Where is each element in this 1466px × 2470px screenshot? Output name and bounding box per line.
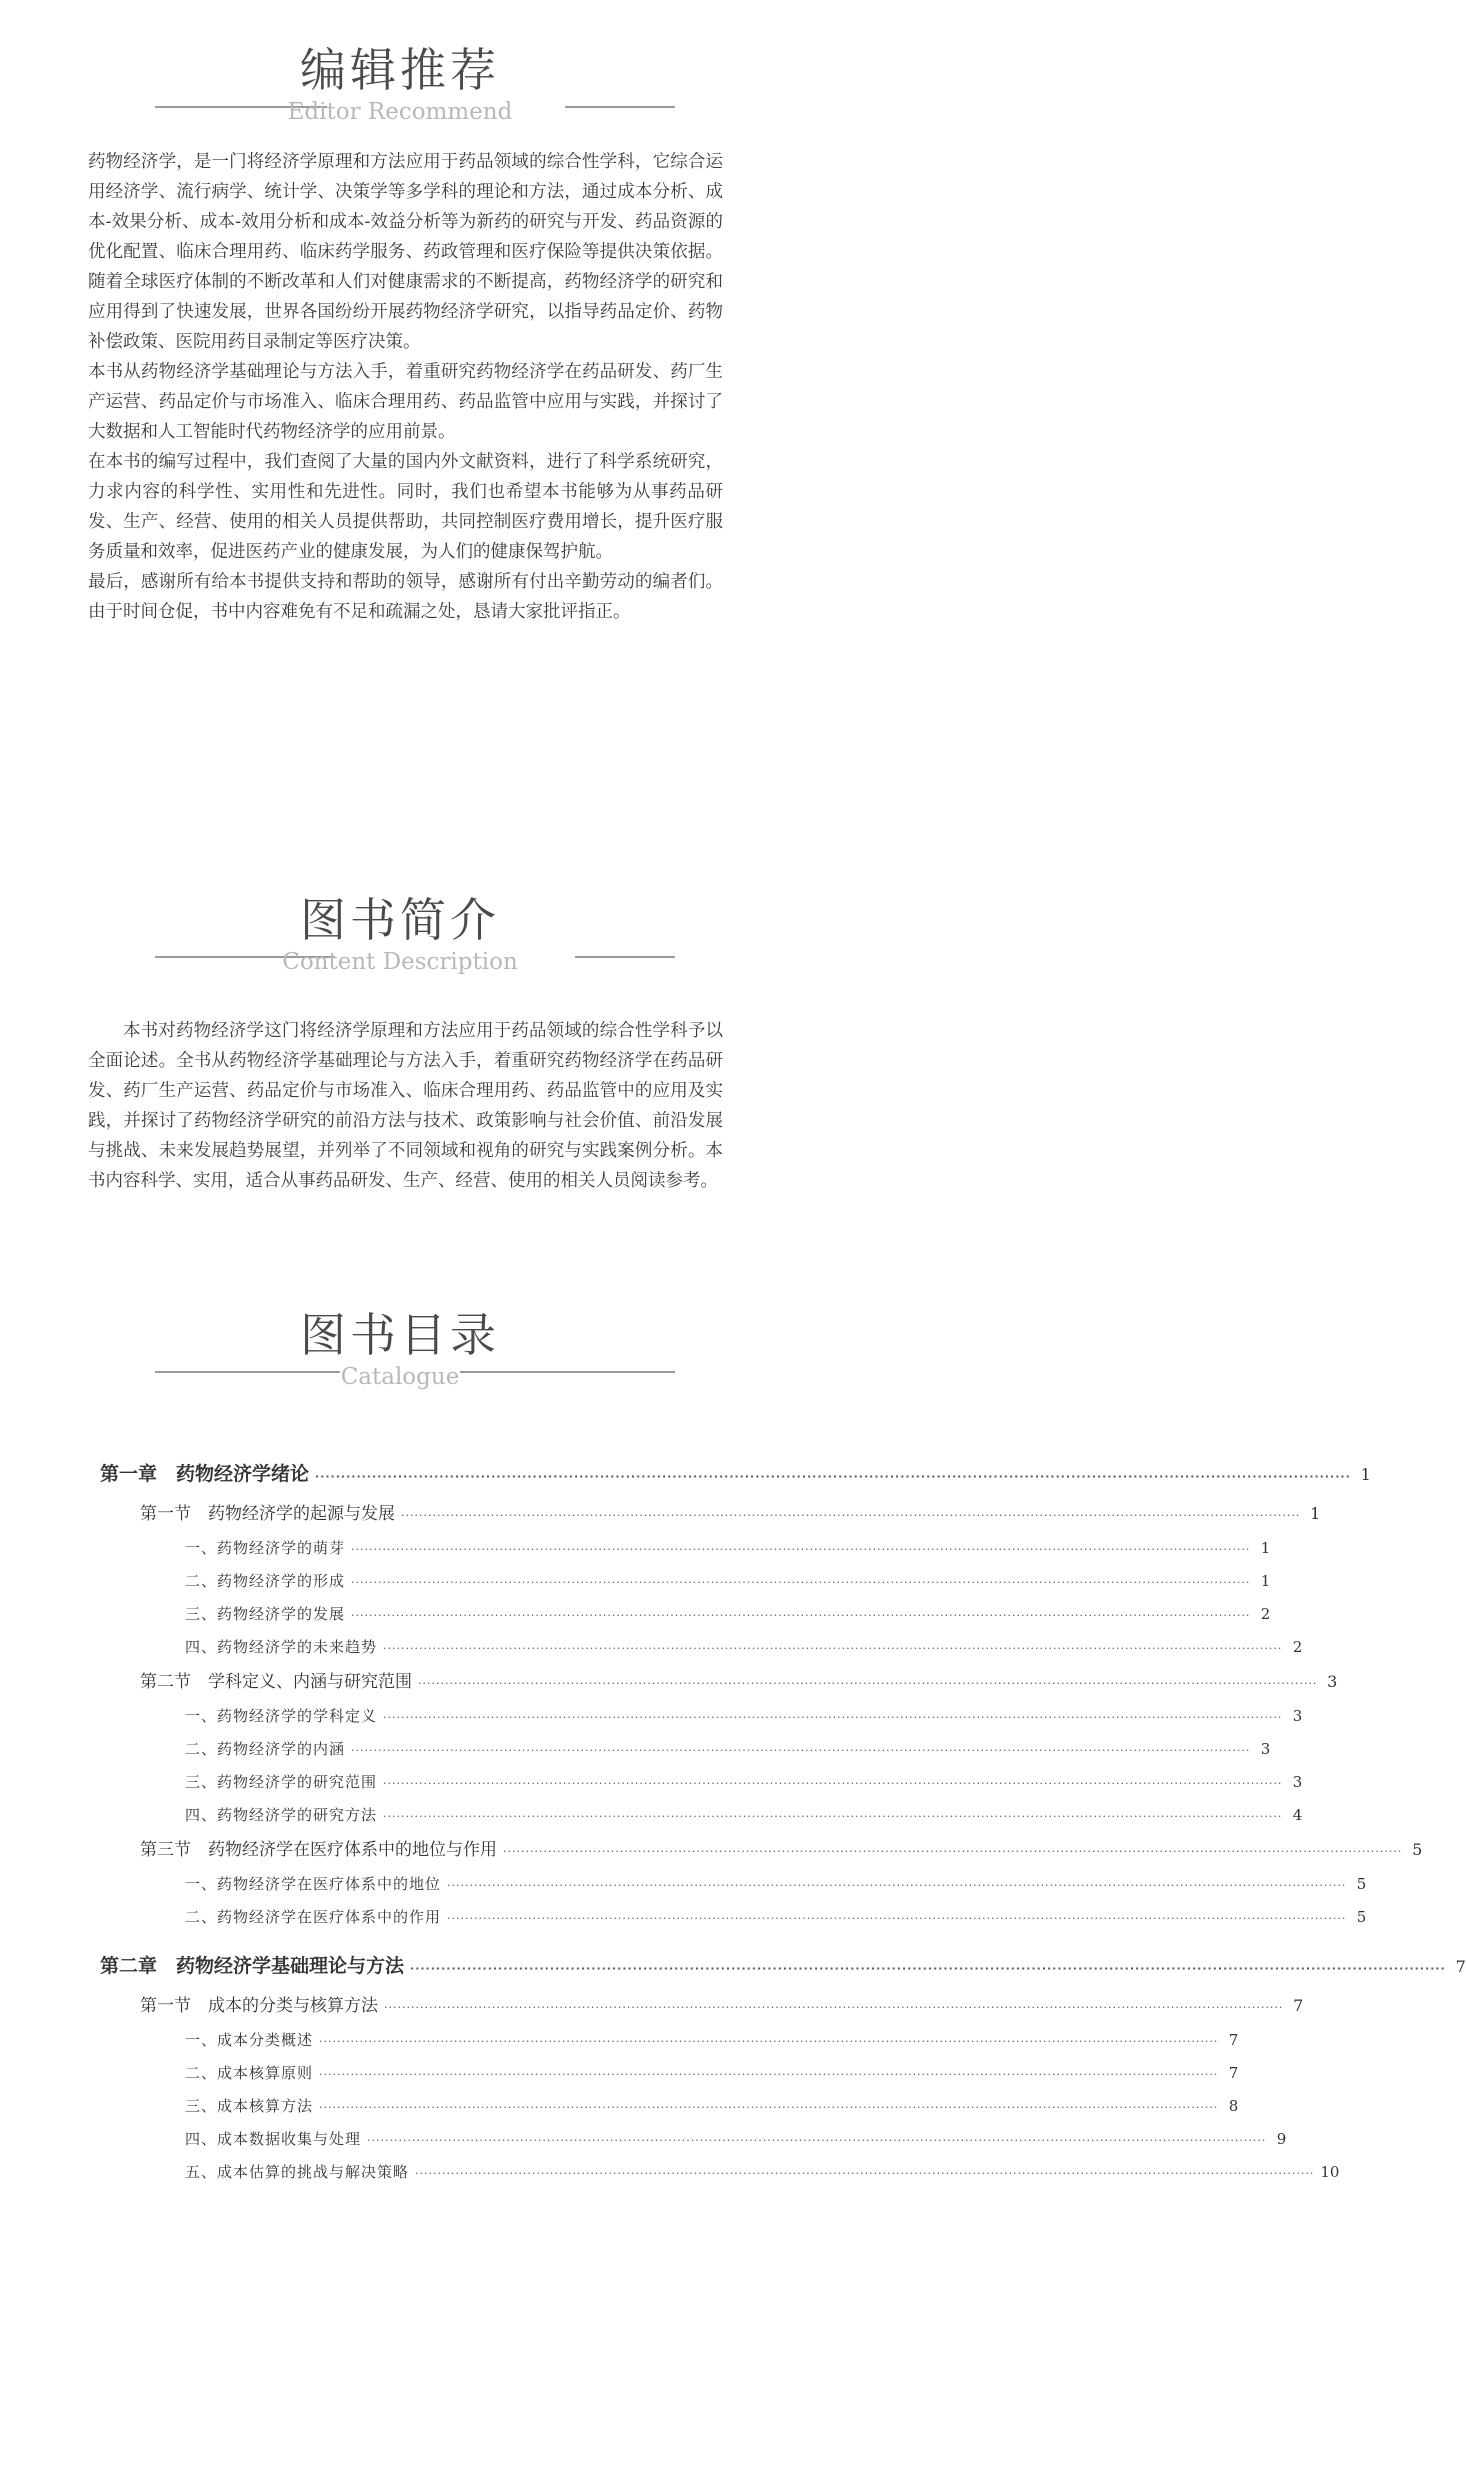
toc-entry-label: 二、药物经济学在医疗体系中的作用 bbox=[185, 1908, 442, 1926]
toc-dot-leader: ········································································································································································································ bbox=[319, 2101, 1219, 2114]
toc-entry-label: 一、药物经济学在医疗体系中的地位 bbox=[185, 1875, 442, 1893]
toc-entry-label: 第二节 学科定义、内涵与研究范围 bbox=[140, 1672, 412, 1692]
toc-entry-label: 二、药物经济学的内涵 bbox=[185, 1740, 346, 1758]
toc-page-number: 2 bbox=[1260, 1605, 1271, 1623]
toc-section bbox=[100, 1496, 1321, 1532]
editor-recommend-body bbox=[88, 147, 723, 627]
editor-recommend-header bbox=[0, 40, 800, 140]
toc-subsection bbox=[100, 1631, 1303, 1664]
editor-paragraph: 本书从药物经济学基础理论与方法入手，着重研究药物经济学在药品研发、药厂生产运营、药品定价与市场准入、临床合理用药、药品监管中应用与实践，并探讨了大数据和人工智能时代药物经济学的应用前景。 bbox=[88, 362, 723, 442]
content-description-subtitle: Content Description bbox=[282, 949, 518, 975]
toc-entry-label: 一、药物经济学的学科定义 bbox=[185, 1707, 378, 1725]
toc-dot-leader: ········································································································································································································ bbox=[410, 1962, 1446, 1975]
toc-entry-label: 第三节 药物经济学在医疗体系中的地位与作用 bbox=[140, 1840, 497, 1860]
content-description-body bbox=[88, 1016, 723, 1196]
toc-entry-label: 三、药物经济学的研究范围 bbox=[185, 1773, 378, 1791]
editor-paragraph: 在本书的编写过程中，我们查阅了大量的国内外文献资料，进行了科学系统研究，力求内容的科学性、实用性和先进性。同时，我们也希望本书能够为从事药品研发、生产、经营、使用的相关人员提供帮助，共同控制医疗费用增长，提升医疗服务质量和效率，促进医药产业的健康发展，为人们的健康保驾护航。 bbox=[88, 452, 723, 562]
divider-line-right bbox=[565, 106, 675, 108]
toc-subsection bbox=[100, 1733, 1271, 1766]
toc-dot-leader: ········································································································································································································ bbox=[447, 1912, 1347, 1925]
catalogue-header bbox=[0, 1305, 800, 1405]
toc-subsection bbox=[100, 1598, 1271, 1631]
catalogue-subtitle: Catalogue bbox=[340, 1364, 460, 1390]
toc-dot-leader: ········································································································································································································ bbox=[383, 1711, 1283, 1724]
toc-subsection bbox=[100, 1799, 1303, 1832]
toc-entry-label: 第一节 药物经济学的起源与发展 bbox=[140, 1504, 395, 1524]
toc-subsection bbox=[100, 2090, 1239, 2123]
toc-page-number: 7 bbox=[1228, 2064, 1239, 2082]
toc-spacer bbox=[100, 1934, 720, 1944]
toc-dot-leader: ········································································································································································································ bbox=[503, 1845, 1403, 1858]
toc-entry-label: 四、药物经济学的未来趋势 bbox=[185, 1638, 378, 1656]
toc-page-number: 1 bbox=[1310, 1504, 1321, 1523]
toc-entry-label: 五、成本估算的挑战与解决策略 bbox=[185, 2163, 410, 2181]
content-description-header bbox=[0, 890, 800, 990]
toc-dot-leader: ········································································································································································································ bbox=[351, 1576, 1251, 1589]
toc-page-number: 3 bbox=[1327, 1672, 1338, 1691]
toc-entry-label: 三、成本核算方法 bbox=[185, 2097, 314, 2115]
toc-dot-leader: ········································································································································································································ bbox=[351, 1744, 1251, 1757]
toc-subsection bbox=[100, 1868, 1367, 1901]
toc-dot-leader: ········································································································································································································ bbox=[367, 2134, 1267, 2147]
toc-entry-label: 第一章 药物经济学绪论 bbox=[100, 1463, 310, 1485]
catalogue-title: 图书目录 bbox=[300, 1308, 500, 1362]
toc-page-number: 7 bbox=[1293, 1996, 1304, 2015]
toc-dot-leader: ········································································································································································································ bbox=[418, 1677, 1318, 1690]
toc-page-number: 10 bbox=[1320, 2163, 1340, 2181]
toc-subsection bbox=[100, 1565, 1271, 1598]
toc-entry-label: 第一节 成本的分类与核算方法 bbox=[140, 1996, 378, 2016]
toc-entry-label: 二、药物经济学的形成 bbox=[185, 1572, 346, 1590]
editor-paragraph: 最后，感谢所有给本书提供支持和帮助的领导，感谢所有付出辛勤劳动的编者们。由于时间仓促，书中内容难免有不足和疏漏之处，恳请大家批评指正。 bbox=[88, 572, 723, 622]
toc-chapter bbox=[100, 1452, 1371, 1496]
editor-paragraph: 药物经济学，是一门将经济学原理和方法应用于药品领域的综合性学科，它综合运用经济学、流行病学、统计学、决策学等多学科的理论和方法，通过成本分析、成本-效果分析、成本-效用分析和成本-效益分析等为新药的研究与开发、药品资源的优化配置、临床合理用药、临床药学服务、药政管理和医疗保险等提供决策依据。随着全球医疗体制的不断改革和人们对健康需求的不断提高，药物经济学的研究和应用得到了快速发展，世界各国纷纷开展药物经济学研究，以指导药品定价、药物补偿政策、医院用药目录制定等医疗决策。 bbox=[88, 152, 723, 352]
toc-page-number: 1 bbox=[1260, 1572, 1271, 1590]
toc-subsection bbox=[100, 1700, 1303, 1733]
toc-entry-label: 四、成本数据收集与处理 bbox=[185, 2130, 362, 2148]
toc-section bbox=[100, 1832, 1423, 1868]
toc-page-number: 5 bbox=[1412, 1840, 1423, 1859]
table-of-contents bbox=[100, 1452, 1466, 2189]
toc-entry-label: 一、药物经济学的萌芽 bbox=[185, 1539, 346, 1557]
toc-page-number: 1 bbox=[1260, 1539, 1271, 1557]
toc-subsection bbox=[100, 2024, 1239, 2057]
toc-entry-label: 二、成本核算原则 bbox=[185, 2064, 314, 2082]
toc-page-number: 9 bbox=[1276, 2130, 1287, 2148]
editor-recommend-title: 编辑推荐 bbox=[300, 43, 500, 97]
toc-page-number: 5 bbox=[1356, 1908, 1367, 1926]
toc-dot-leader: ········································································································································································································ bbox=[415, 2167, 1315, 2180]
toc-entry-label: 第二章 药物经济学基础理论与方法 bbox=[100, 1955, 405, 1977]
toc-page-number: 5 bbox=[1356, 1875, 1367, 1893]
toc-dot-leader: ········································································································································································································ bbox=[383, 1642, 1283, 1655]
toc-page-number: 7 bbox=[1455, 1957, 1466, 1976]
toc-section bbox=[100, 1664, 1338, 1700]
toc-dot-leader: ········································································································································································································ bbox=[351, 1543, 1251, 1556]
toc-subsection bbox=[100, 1766, 1303, 1799]
toc-dot-leader: ········································································································································································································ bbox=[447, 1879, 1347, 1892]
toc-subsection bbox=[100, 2156, 1340, 2189]
toc-entry-label: 三、药物经济学的发展 bbox=[185, 1605, 346, 1623]
toc-dot-leader: ········································································································································································································ bbox=[319, 2068, 1219, 2081]
toc-subsection bbox=[100, 1532, 1271, 1565]
toc-page-number: 1 bbox=[1360, 1465, 1371, 1484]
editor-recommend-subtitle: Editor Recommend bbox=[287, 99, 513, 125]
toc-subsection bbox=[100, 1901, 1367, 1934]
intro-paragraph: 本书对药物经济学这门将经济学原理和方法应用于药品领域的综合性学科予以全面论述。全书从药物经济学基础理论与方法入手，着重研究药物经济学在药品研发、药厂生产运营、药品定价与市场准入、临床合理用药、药品监管中的应用及实践，并探讨了药物经济学研究的前沿方法与技术、政策影响与社会价值、前沿发展与挑战、未来发展趋势展望，并列举了不同领域和视角的研究与实践案例分析。本书内容科学、实用，适合从事药品研发、生产、经营、使用的相关人员阅读参考。 bbox=[88, 1021, 723, 1191]
divider-line-right bbox=[460, 1371, 675, 1373]
toc-dot-leader: ········································································································································································································ bbox=[351, 1609, 1251, 1622]
toc-page-number: 7 bbox=[1228, 2031, 1239, 2049]
toc-dot-leader: ········································································································································································································ bbox=[315, 1470, 1351, 1483]
toc-entry-label: 四、药物经济学的研究方法 bbox=[185, 1806, 378, 1824]
toc-section bbox=[100, 1988, 1304, 2024]
toc-page-number: 3 bbox=[1260, 1740, 1271, 1758]
toc-page-number: 2 bbox=[1292, 1638, 1303, 1656]
toc-page-number: 8 bbox=[1228, 2097, 1239, 2115]
toc-page-number: 3 bbox=[1292, 1707, 1303, 1725]
toc-page-number: 3 bbox=[1292, 1773, 1303, 1791]
toc-dot-leader: ········································································································································································································ bbox=[319, 2035, 1219, 2048]
toc-subsection bbox=[100, 2123, 1287, 2156]
toc-dot-leader: ········································································································································································································ bbox=[401, 1509, 1301, 1522]
toc-dot-leader: ········································································································································································································ bbox=[383, 1777, 1283, 1790]
toc-chapter bbox=[100, 1944, 1466, 1988]
toc-entry-label: 一、成本分类概述 bbox=[185, 2031, 314, 2049]
toc-subsection bbox=[100, 2057, 1239, 2090]
divider-line-right bbox=[575, 956, 675, 958]
content-description-title: 图书简介 bbox=[300, 893, 500, 947]
toc-page-number: 4 bbox=[1292, 1806, 1303, 1824]
toc-dot-leader: ········································································································································································································ bbox=[384, 2001, 1284, 2014]
toc-dot-leader: ········································································································································································································ bbox=[383, 1810, 1283, 1823]
